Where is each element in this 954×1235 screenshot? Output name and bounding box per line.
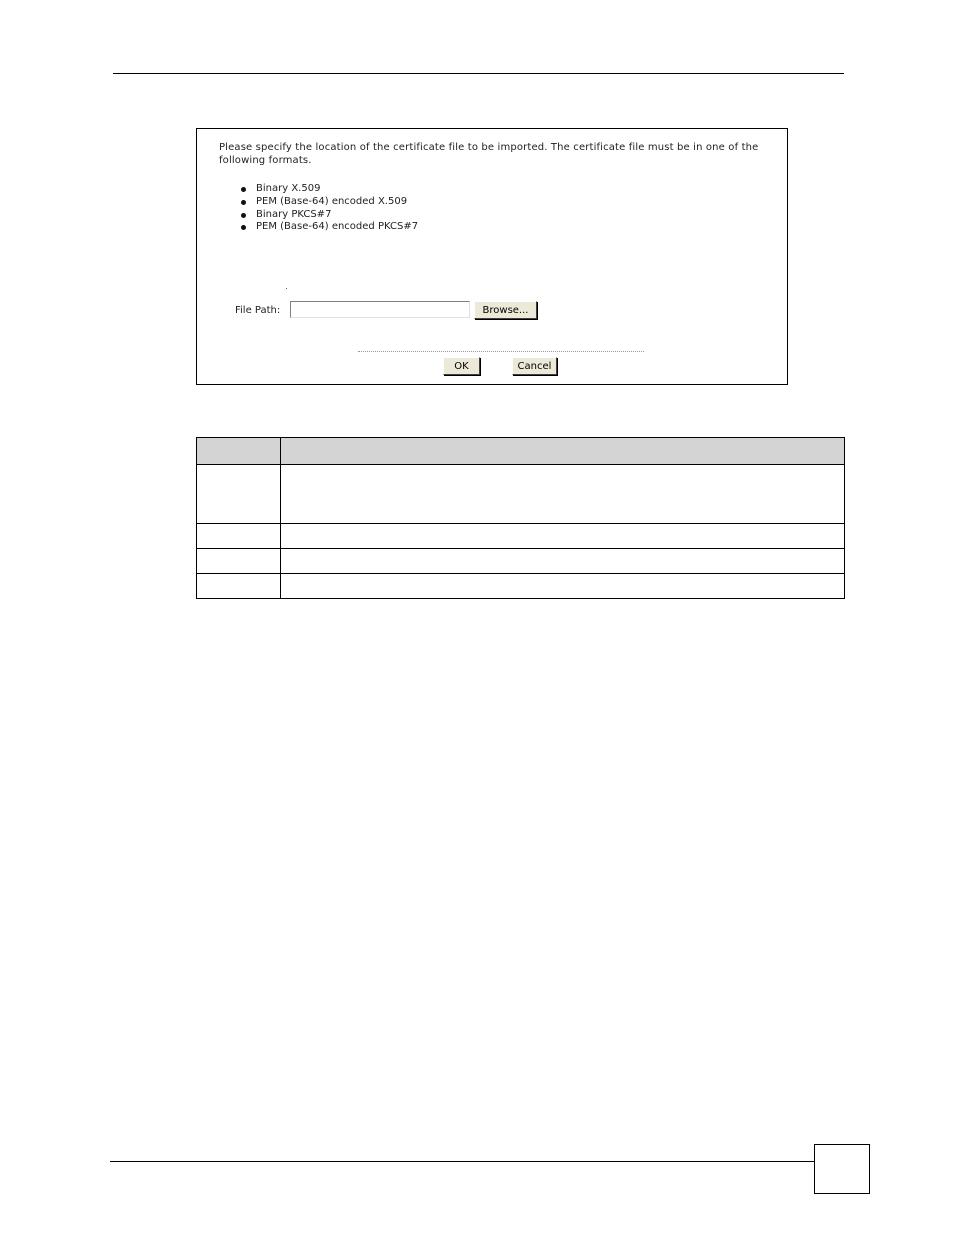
formats-list <box>219 183 418 234</box>
dotted-divider <box>358 351 644 352</box>
cancel-button[interactable]: Cancel <box>512 357 557 375</box>
field-description-table <box>196 437 845 599</box>
table-cell <box>197 465 281 524</box>
table-row <box>197 574 845 599</box>
list-item: PEM (Base-64) encoded X.509 <box>219 196 418 209</box>
file-path-input[interactable] <box>290 301 470 318</box>
bullet-icon <box>241 213 246 218</box>
ok-button[interactable]: OK <box>443 357 480 375</box>
bullet-icon <box>241 200 246 205</box>
table-row <box>197 549 845 574</box>
table-cell <box>281 549 845 574</box>
table-cell <box>197 574 281 599</box>
file-path-label: File Path: <box>235 305 281 316</box>
header-cell <box>281 438 845 465</box>
page-number-box <box>814 1144 870 1194</box>
intro-text: Please specify the location of the certificate file to be imported. The certificate file must be in one of the following formats. <box>219 142 759 166</box>
footer-rule <box>110 1161 815 1162</box>
header-cell <box>197 438 281 465</box>
import-certificate-dialog <box>196 128 788 385</box>
table-cell <box>281 524 845 549</box>
table-row <box>197 465 845 524</box>
list-item: PEM (Base-64) encoded PKCS#7 <box>219 221 418 234</box>
table-header-row <box>197 438 845 465</box>
table-row <box>197 524 845 549</box>
bullet-icon <box>241 225 246 230</box>
table-cell <box>281 465 845 524</box>
list-item: Binary PKCS#7 <box>219 209 418 222</box>
header-rule <box>113 73 844 74</box>
browse-button[interactable]: Browse... <box>474 301 537 319</box>
list-item: Binary X.509 <box>219 183 418 196</box>
table-cell <box>197 549 281 574</box>
table-cell <box>281 574 845 599</box>
bullet-icon <box>241 187 246 192</box>
stray-dot <box>286 288 287 289</box>
table-cell <box>197 524 281 549</box>
